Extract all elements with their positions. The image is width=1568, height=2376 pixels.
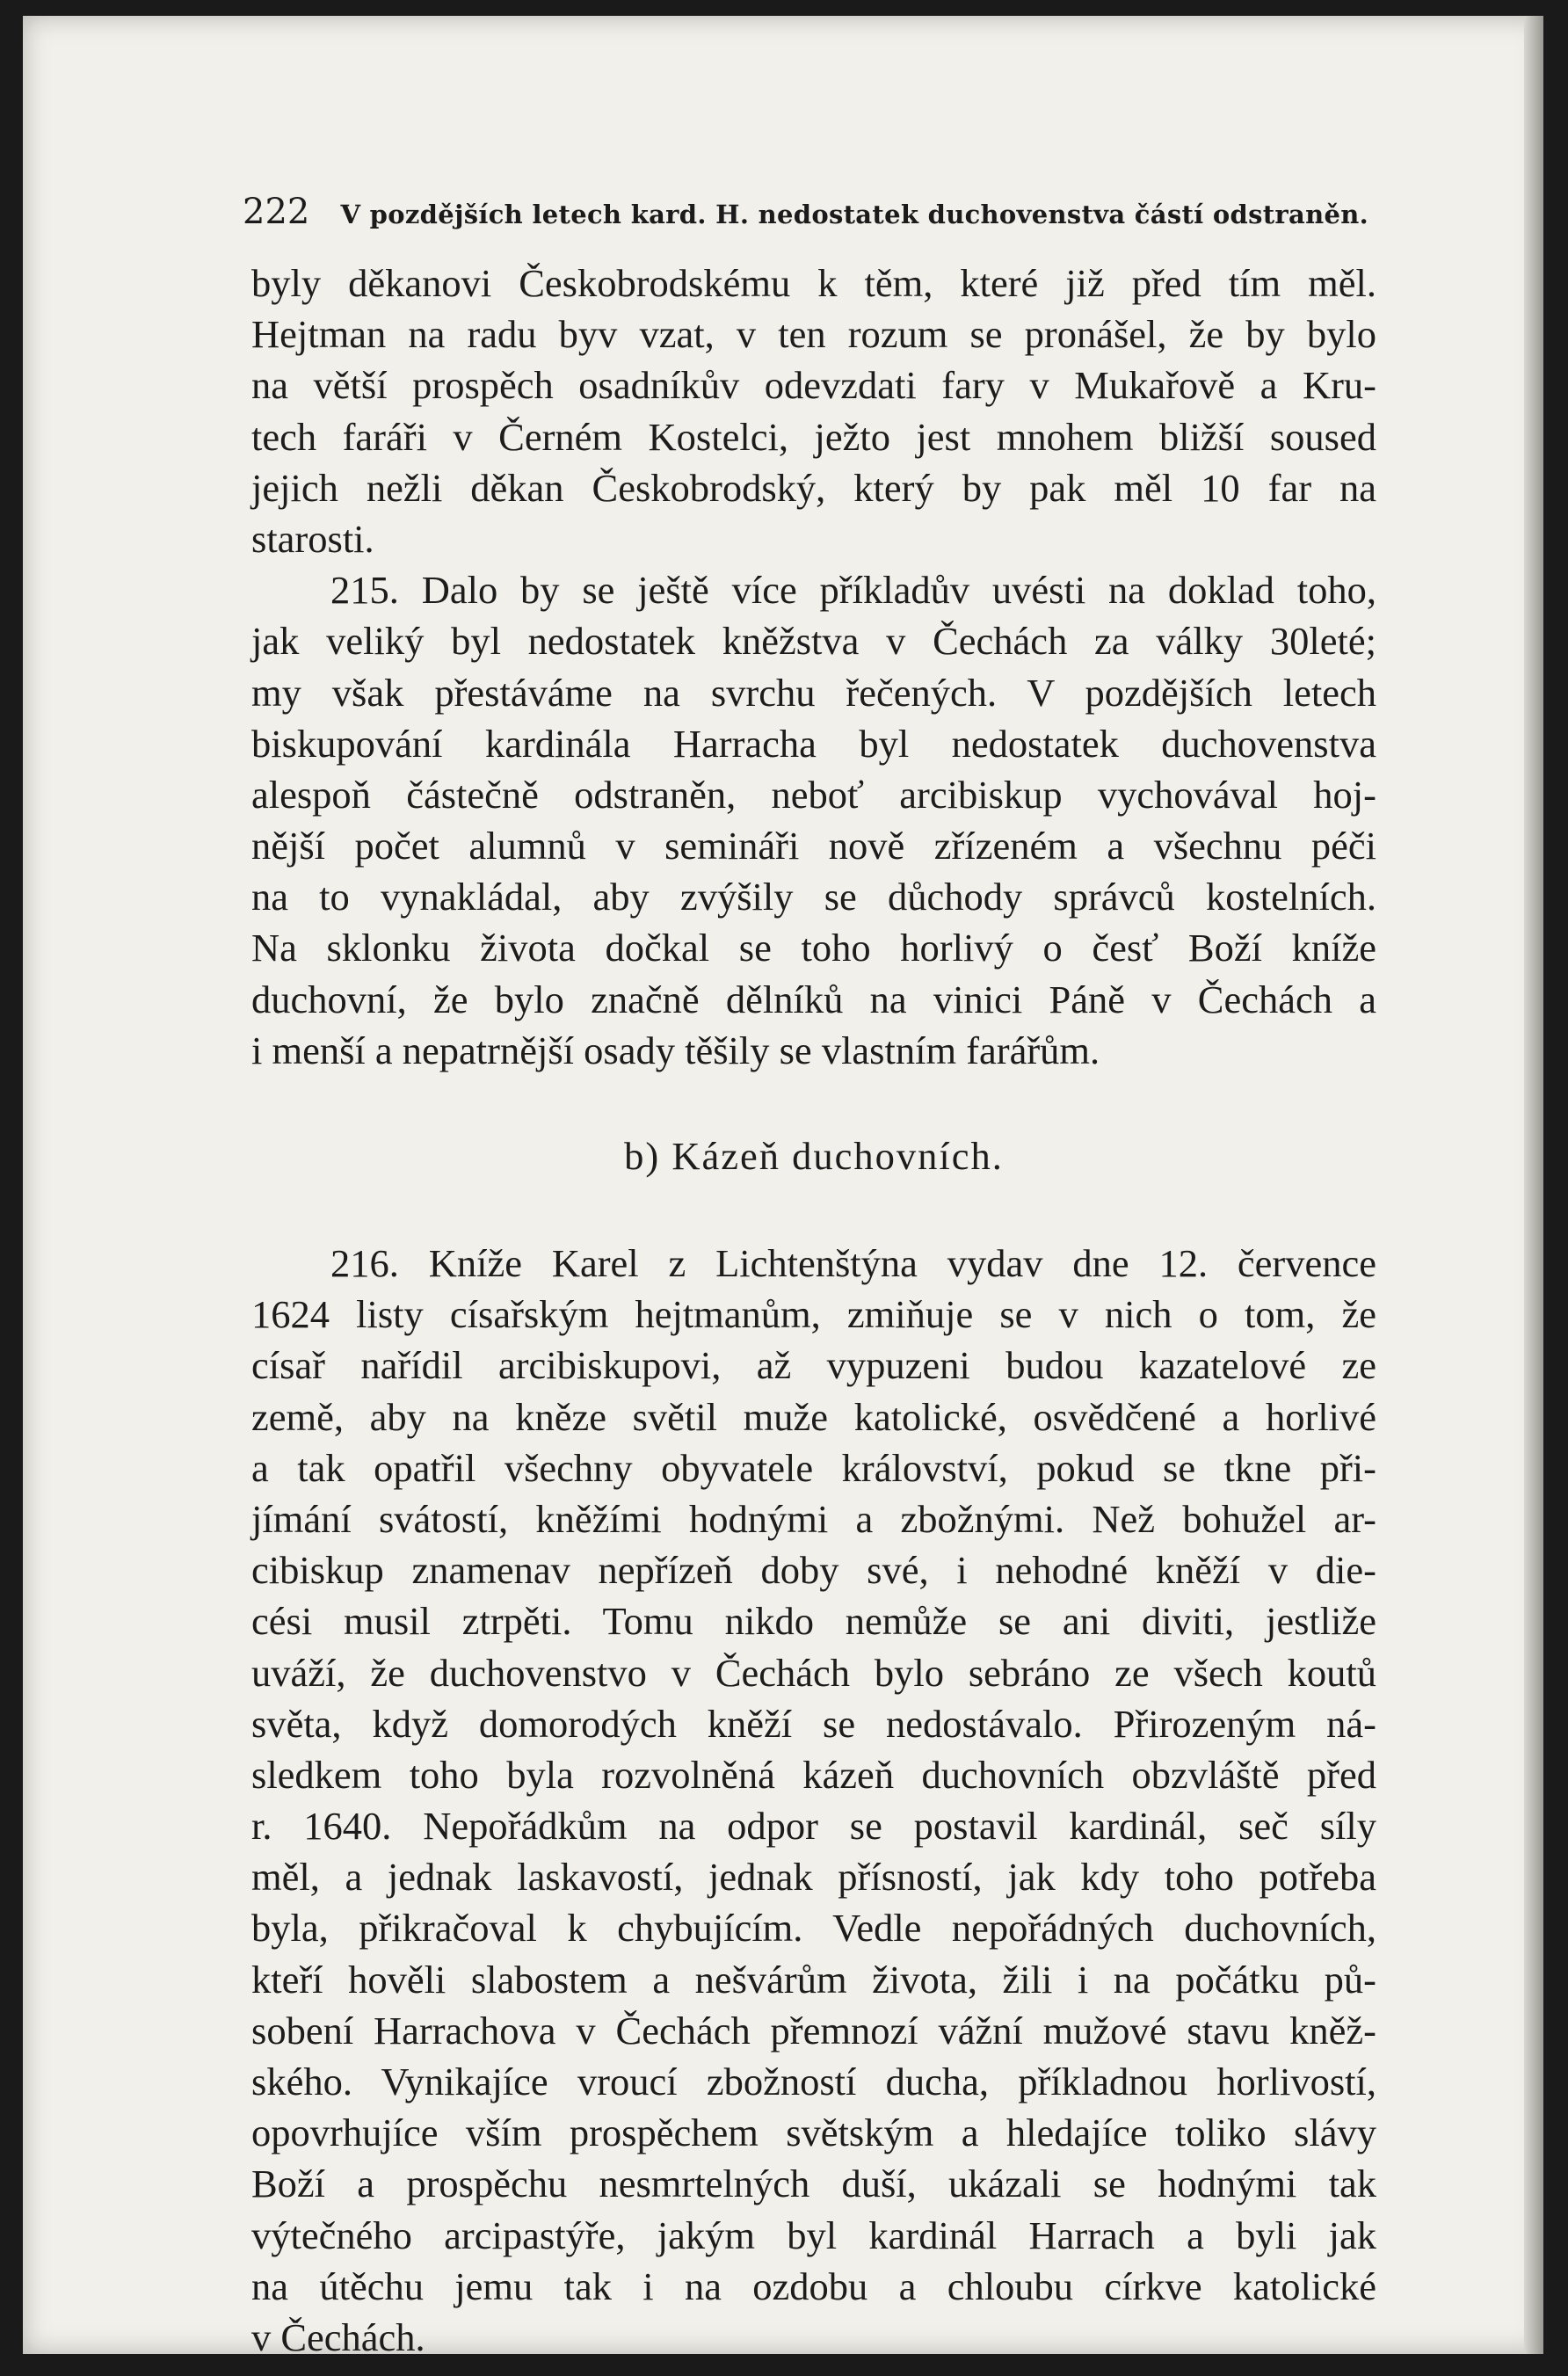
text-line: cibiskup znamenav nepřízeň doby své, i nehodné kněží v die- <box>251 1548 1376 1593</box>
text-line: opovrhujíce vším prospěchem světským a hledajíce toliko slávy <box>251 2111 1376 2155</box>
text-line: Hejtman na radu byv vzat, v ten rozum se pronášel, že by bylo <box>251 312 1376 357</box>
text-line: a tak opatřil všechny obyvatele království, pokud se tkne při- <box>251 1445 1376 1490</box>
text-line: nější počet alumnů v semináři nově zřízeném a všechnu péči <box>251 824 1376 868</box>
text-line: 1624 listy císařským hejtmanům, zmiňuje se v nich o tom, že <box>251 1292 1376 1337</box>
text-line: na to vynakládal, aby zvýšily se důchody správců kostelních. <box>251 875 1376 919</box>
text-line: v Čechách. <box>251 2314 425 2359</box>
section-heading: b) Kázeň duchovních. <box>624 1134 1004 1178</box>
text-line: výtečného arcipastýře, jakým byl kardinál Harrach a byli jak <box>251 2213 1376 2257</box>
text-line: biskupování kardinála Harracha byl nedostatek duchovenstva <box>251 721 1376 766</box>
text-line: sledkem toho byla rozvolněná kázeň duchovních obzvláště před <box>251 1752 1376 1797</box>
text-line: ského. Vynikajíce vroucí zbožností ducha, příkladnou horlivostí, <box>251 2060 1376 2104</box>
text-line: na větší prospěch osadníkův odevzdati fary v Mukařově a Kru- <box>251 363 1376 408</box>
text-line: jímání svátostí, kněžími hodnými a zbožnými. Než bohužel ar- <box>251 1496 1376 1541</box>
text-line: cési musil ztrpěti. Tomu nikdo nemůže se ani diviti, jestliže <box>251 1599 1376 1644</box>
page-edge-shadow <box>1524 16 1543 2354</box>
text-line: jejich nežli děkan Českobrodský, který by pak měl 10 far na <box>251 465 1376 510</box>
text-line: Na sklonku života dočkal se toho horlivý o česť Boží kníže <box>251 926 1376 970</box>
text-line: alespoň částečně odstraněn, neboť arcibiskup vychovával hoj- <box>251 772 1376 817</box>
text-line: r. 1640. Nepořádkům na odpor se postavil kardinál, seč síly <box>251 1804 1376 1849</box>
text-line: Boží a prospěchu nesmrtelných duší, ukázali se hodnými tak <box>251 2162 1376 2206</box>
text-line: světa, když domorodých kněží se nedostávalo. Přirozeným ná- <box>251 1701 1376 1746</box>
text-line: sobení Harrachova v Čechách přemnozí vážní mužové stavu kněž- <box>251 2008 1376 2053</box>
text-line: my však přestáváme na svrchu řečených. V pozdějších letech <box>251 670 1376 715</box>
paragraph-215-first-line: 215. Dalo by se ještě více příkladův uvésti na doklad toho, <box>330 568 1376 613</box>
text-line: uváží, že duchovenstvo v Čechách bylo sebráno ze všech koutů <box>251 1650 1376 1695</box>
body-text <box>251 258 1376 2363</box>
paragraph-216-first-line: 216. Kníže Karel z Lichtenštýna vydav dne 12. července <box>330 1241 1376 1285</box>
text-line: císař nařídil arcibiskupovi, až vypuzeni budou kazatelové ze <box>251 1343 1376 1388</box>
text-line: měl, a jednak laskavostí, jednak přísností, jak kdy toho potřeba <box>251 1855 1376 1900</box>
page-header <box>243 192 1385 232</box>
page-number: 222 <box>243 192 310 232</box>
text-line: byly děkanovi Českobrodskému k těm, které již před tím měl. <box>251 261 1376 305</box>
text-line: tech faráři v Černém Kostelci, ježto jest mnohem bližší soused <box>251 414 1376 459</box>
running-title: V pozdějších letech kard. H. nedostatek duchovenstva částí odstraněn. <box>340 200 1369 229</box>
text-line: kteří hověli slabostem a nešvárům života, žili i na počátku pů- <box>251 1957 1376 2002</box>
text-line: duchovní, že bylo značně dělníků na vinici Páně v Čechách a <box>251 977 1376 1021</box>
book-page <box>23 16 1543 2359</box>
text-line: starosti. <box>251 516 374 561</box>
text-line: byla, přikračoval k chybujícím. Vedle nepořádných duchovních, <box>251 1906 1376 1951</box>
text-line: jak veliký byl nedostatek kněžstva v Čechách za války 30leté; <box>251 619 1376 664</box>
text-line: země, aby na kněze světil muže katolické, osvědčené a horlivé <box>251 1394 1376 1439</box>
text-line: na útěchu jemu tak i na ozdobu a chloubu církve katolické <box>251 2263 1376 2308</box>
text-line: i menší a nepatrnější osady těšily se vlastním farářům. <box>251 1028 1100 1072</box>
